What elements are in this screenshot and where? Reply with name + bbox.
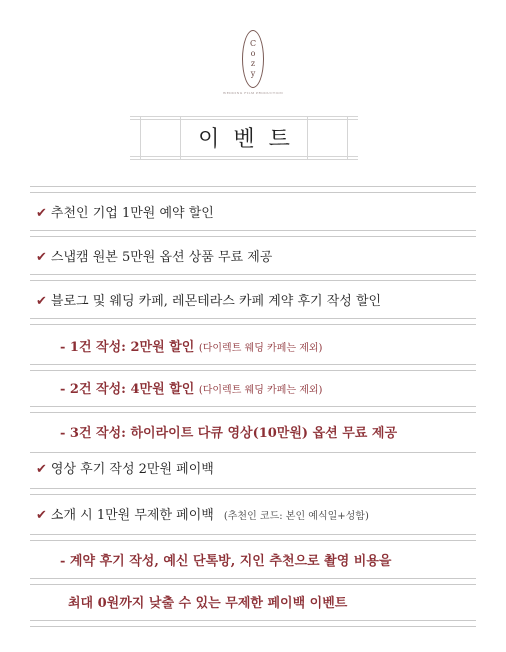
- divider: [30, 318, 476, 319]
- item-note: (다이렉트 웨딩 카페는 제외): [198, 343, 323, 354]
- item-text: - 계약 후기 작성, 예신 단톡방, 지인 추천으로 촬영 비용을: [60, 554, 392, 569]
- title-frame: [130, 116, 358, 160]
- brand-logo: [223, 30, 283, 95]
- item-note: (추천인 코드: 본인 예식일+성함): [223, 511, 369, 522]
- divider: [30, 488, 476, 489]
- divider: [30, 192, 476, 193]
- divider: [30, 364, 476, 365]
- list-item: [36, 250, 476, 266]
- list-subitem: [60, 340, 500, 357]
- list-item: [36, 508, 476, 525]
- logo-oval: [242, 30, 264, 88]
- check-icon: ✔: [36, 462, 47, 477]
- item-text: - 3건 작성: 하이라이트 다큐 영상(10만원) 옵션 무료 제공: [60, 426, 397, 441]
- frame-line: [130, 156, 358, 157]
- item-text: 추천인 기업 1만원 예약 할인: [50, 206, 214, 221]
- item-text: 영상 후기 작성 2만원 페이백: [50, 462, 214, 477]
- divider: [30, 280, 476, 281]
- divider: [30, 236, 476, 237]
- divider: [30, 370, 476, 371]
- item-text: 블로그 및 웨딩 카페, 레몬테라스 카페 계약 후기 작성 할인: [50, 294, 382, 309]
- check-icon: ✔: [36, 206, 47, 221]
- divider: [30, 534, 476, 535]
- divider: [30, 494, 476, 495]
- item-text: - 2건 작성: 4만원 할인: [60, 382, 195, 397]
- list-subitem: [68, 596, 506, 612]
- list-item: [36, 294, 476, 310]
- divider: [30, 626, 476, 627]
- list-item: [36, 462, 476, 478]
- list-subitem: [60, 382, 500, 399]
- logo-letter: o: [250, 49, 256, 58]
- logo-letter: C: [249, 39, 257, 48]
- divider: [30, 230, 476, 231]
- divider: [30, 412, 476, 413]
- divider: [30, 324, 476, 325]
- frame-line: [130, 119, 358, 120]
- divider: [30, 274, 476, 275]
- divider: [30, 540, 476, 541]
- list-subitem: [60, 554, 500, 570]
- divider: [30, 186, 476, 187]
- item-note: (다이렉트 웨딩 카페는 제외): [198, 385, 323, 396]
- frame-line: [130, 116, 358, 117]
- item-text: 스냅캠 원본 5만원 옵션 상품 무료 제공: [50, 250, 273, 265]
- item-text: - 1건 작성: 2만원 할인: [60, 340, 195, 355]
- divider: [30, 620, 476, 621]
- list-item: [36, 206, 476, 222]
- divider: [30, 578, 476, 579]
- divider: [30, 452, 476, 453]
- item-text: 소개 시 1만원 무제한 페이백: [50, 508, 214, 523]
- check-icon: ✔: [36, 250, 47, 265]
- logo-letter: y: [250, 69, 256, 78]
- divider: [30, 406, 476, 407]
- check-icon: ✔: [36, 294, 47, 309]
- item-text: 최대 0원까지 낮출 수 있는 무제한 페이백 이벤트: [68, 596, 348, 611]
- frame-line: [130, 159, 358, 160]
- logo-letter: z: [250, 59, 256, 68]
- divider: [30, 584, 476, 585]
- page-title: 이벤트: [198, 127, 304, 152]
- check-icon: ✔: [36, 508, 47, 523]
- logo-subtitle: WEDDING FILM PRODUCTION: [223, 91, 284, 95]
- list-subitem: [60, 426, 500, 442]
